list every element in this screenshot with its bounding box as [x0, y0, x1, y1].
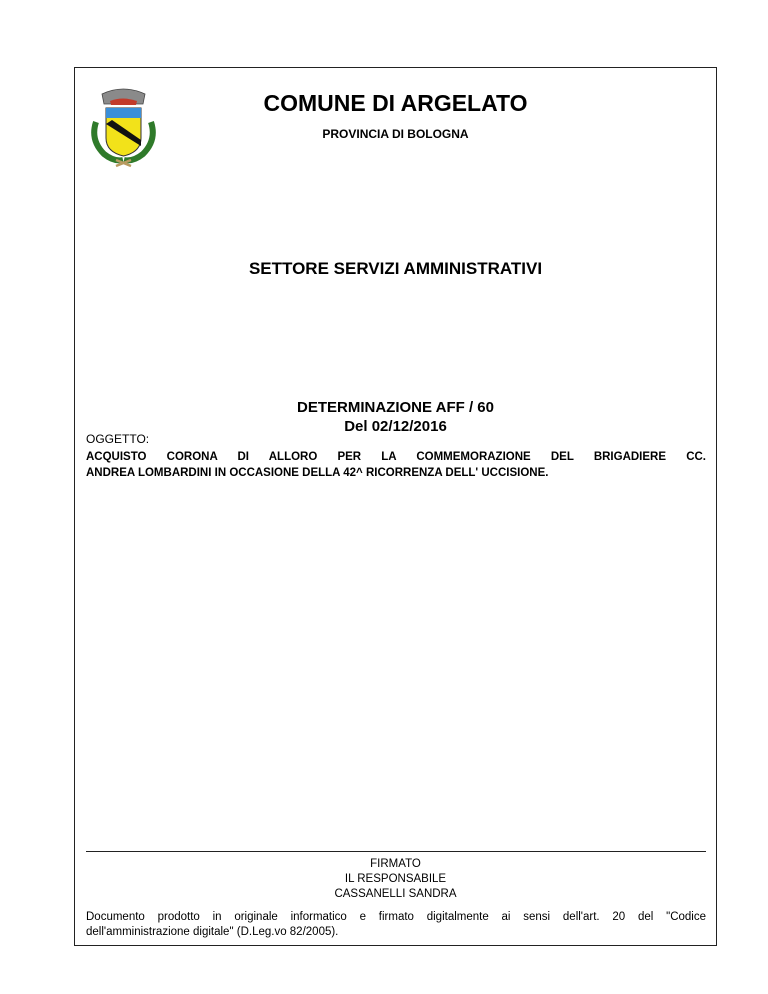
- subject-text: [86, 449, 706, 481]
- subject-line: ACQUISTO CORONA DI ALLORO PER LA COMMEMORAZIONE DEL BRIGADIERE CC.: [86, 451, 706, 463]
- signature-role: IL RESPONSABILE: [344, 873, 447, 885]
- sector-heading: SETTORE SERVIZI AMMINISTRATIVI: [248, 259, 543, 278]
- subject-label: OGGETTO:: [86, 432, 150, 446]
- note-line: Documento prodotto in originale informatico e firmato digitalmente ai sensi dell'art. 20 del "Codice: [86, 911, 706, 923]
- divider: [86, 851, 706, 852]
- page-title: COMUNE DI ARGELATO: [263, 90, 528, 116]
- determination-date: Del 02/12/2016: [344, 418, 447, 435]
- legal-note: [86, 910, 706, 940]
- signature-block: [74, 857, 717, 902]
- province-subtitle: PROVINCIA DI BOLOGNA: [322, 127, 469, 141]
- determination-number: DETERMINAZIONE AFF / 60: [297, 399, 494, 416]
- signature-status: FIRMATO: [370, 858, 421, 870]
- subject-line: ANDREA LOMBARDINI IN OCCASIONE DELLA 42^ RICORRENZA DELL' UCCISIONE.: [86, 467, 549, 479]
- signature-name: CASSANELLI SANDRA: [334, 888, 457, 900]
- determination-block: [74, 398, 717, 436]
- document-frame: [74, 67, 717, 946]
- note-line: dell'amministrazione digitale" (D.Leg.vo 82/2005).: [86, 926, 339, 938]
